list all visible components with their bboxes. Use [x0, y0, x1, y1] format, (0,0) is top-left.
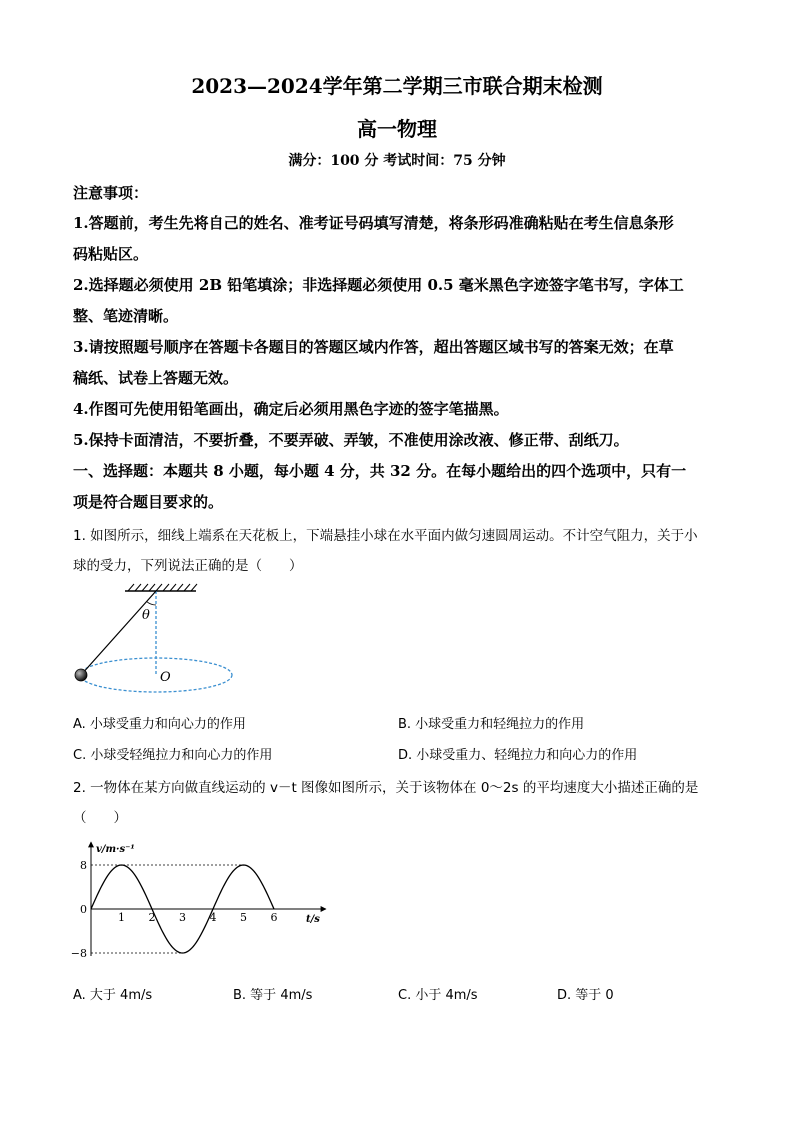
notice-line: 稿纸、试卷上答题无效。 [73, 369, 239, 387]
q1-option-c[interactable]: C. 小球受轻绳拉力和向心力的作用 [73, 748, 273, 763]
exam-info: 满分：100 分 考试时间：75 分钟 [288, 153, 506, 169]
section-heading-cont: 项是符合题目要求的。 [73, 493, 224, 511]
center-label: O [160, 670, 171, 685]
notice-line: 3.请按照题号顺序在答题卡各题目的答题区域内作答，超出答题区域书写的答案无效；在草 [73, 338, 674, 356]
subject-title: 高一物理 [357, 117, 437, 141]
notice-line: 2.选择题必须使用 2B 铅笔填涂；非选择题必须使用 0.5 毫米黑色字迹签字笔书写，字体工 [73, 276, 684, 294]
q1-stem: 1. 如图所示，细线上端系在天花板上，下端悬挂小球在水平面内做匀速圆周运动。不计空气阻力，关于小 [73, 528, 698, 544]
notice-line: 1.答题前，考生先将自己的姓名、准考证号码填写清楚，将条形码准确粘贴在考生信息条形 [73, 214, 674, 232]
exam-title: 2023—2024学年第二学期三市联合期末检测 [191, 74, 603, 98]
angle-label: θ [142, 608, 150, 623]
q1-stem-cont: 球的受力，下列说法正确的是（ ） [73, 558, 303, 574]
angle-arc [147, 602, 156, 605]
x-tick-label: 2 [148, 911, 156, 924]
x-axis-label: t/s [306, 914, 320, 925]
q2-option-d[interactable]: D. 等于 0 [557, 988, 614, 1003]
section-heading: 一、选择题：本题共 8 小题，每小题 4 分，共 32 分。在每小题给出的四个选项中，只有一 [73, 462, 687, 480]
notice-line: 4.作图可先使用铅笔画出，确定后必须用黑色字迹的签字笔描黑。 [73, 400, 509, 418]
x-tick-label: 3 [179, 911, 186, 924]
x-tick-label: 1 [118, 911, 125, 924]
string [81, 591, 156, 675]
q1-option-d[interactable]: D. 小球受重力、轻绳拉力和向心力的作用 [398, 748, 638, 763]
ceiling-hatching [128, 584, 197, 591]
y-tick-label: 0 [80, 903, 87, 916]
y-tick-label: 8 [80, 859, 87, 872]
x-tick-label: 5 [240, 911, 247, 924]
q2-option-a[interactable]: A. 大于 4m/s [73, 988, 153, 1003]
y-axis-label: v/m·s⁻¹ [96, 844, 135, 855]
q2-stem-cont: （ ） [73, 810, 127, 826]
q2-vt-chart [68, 838, 338, 973]
notice-line: 5.保持卡面清洁，不要折叠，不要弄破、弄皱，不准使用涂改液、修正带、刮纸刀。 [73, 431, 629, 449]
notice-line: 码粘贴区。 [73, 245, 149, 263]
q1-option-b[interactable]: B. 小球受重力和轻绳拉力的作用 [398, 717, 585, 732]
q2-option-b[interactable]: B. 等于 4m/s [233, 988, 313, 1003]
q1-pendulum-figure [68, 583, 248, 703]
notice-line: 整、笔迹清晰。 [73, 307, 179, 325]
x-tick-label: 4 [209, 911, 217, 924]
q2-option-c[interactable]: C. 小于 4m/s [398, 988, 478, 1003]
ball [75, 669, 87, 681]
q1-option-a[interactable]: A. 小球受重力和向心力的作用 [73, 717, 246, 732]
notice-heading: 注意事项： [73, 184, 149, 202]
y-tick-label: −8 [70, 947, 87, 960]
x-tick-label: 6 [270, 911, 278, 924]
q2-stem: 2. 一物体在某方向做直线运动的 v－t 图像如图所示，关于该物体在 0～2s 的平均速度大小描述正确的是 [73, 780, 699, 796]
